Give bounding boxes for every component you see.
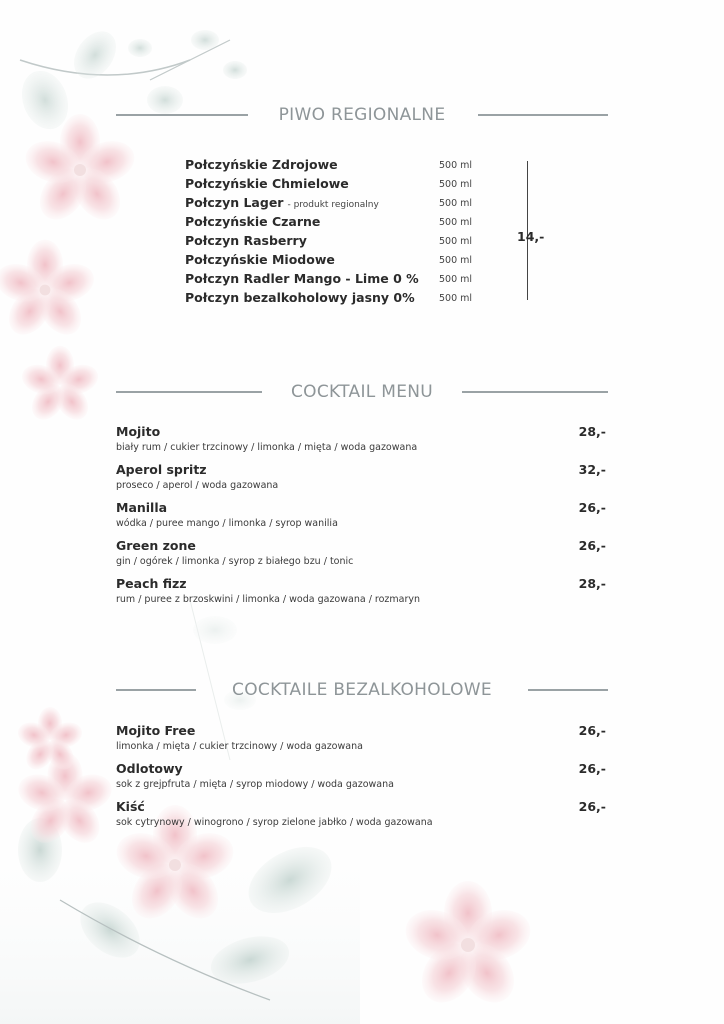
nonalcoholic-item: [116, 761, 608, 795]
drink-price: 26,-: [578, 761, 606, 776]
nonalcoholic-item: [116, 799, 608, 833]
drink-name: Odlotowy: [116, 761, 183, 776]
beer-volume: 500 ml: [439, 236, 473, 247]
beer-name: Połczyn Lager - produkt regionalny: [185, 195, 379, 210]
beer-item: [185, 288, 485, 307]
beer-name: Połczyńskie Miodowe: [185, 252, 335, 267]
nonalcoholic-item: [116, 723, 608, 757]
beer-item: [185, 155, 485, 174]
beer-volume: 500 ml: [439, 179, 473, 190]
drink-price: 28,-: [578, 424, 606, 439]
beer-note: - produkt regionalny: [287, 200, 379, 210]
beer-item: [185, 250, 485, 269]
drink-description: gin / ogórek / limonka / syrop z białego bzu / tonic: [116, 556, 354, 567]
beer-name: Połczyn Rasberry: [185, 233, 307, 248]
drink-price: 26,-: [578, 723, 606, 738]
cocktail-item: [116, 538, 608, 572]
beer-item: [185, 269, 485, 288]
drink-description: proseco / aperol / woda gazowana: [116, 480, 279, 491]
rule-right: [462, 391, 608, 393]
drink-price: 26,-: [578, 500, 606, 515]
beer-name: Połczyńskie Zdrojowe: [185, 157, 338, 172]
drink-description: sok cytrynowy / winogrono / syrop zielone jabłko / woda gazowana: [116, 817, 433, 828]
drink-name: Manilla: [116, 500, 168, 515]
beer-volume: 500 ml: [439, 217, 473, 228]
beer-volume: 500 ml: [439, 160, 473, 171]
cocktail-item: [116, 424, 608, 458]
drink-name: Green zone: [116, 538, 196, 553]
rule-right: [528, 689, 608, 691]
drink-name: Mojito: [116, 424, 161, 439]
cocktail-item: [116, 500, 608, 534]
drink-name: Kiść: [116, 799, 145, 814]
beer-name: Połczyńskie Czarne: [185, 214, 321, 229]
beer-item: [185, 212, 485, 231]
rule-right: [478, 114, 608, 116]
drink-price: 26,-: [578, 538, 606, 553]
section-header-bezalkoholowe: [116, 678, 608, 702]
drink-description: rum / puree z brzoskwini / limonka / woda gazowana / rozmaryn: [116, 594, 421, 605]
drink-name: Aperol spritz: [116, 462, 207, 477]
drink-description: wódka / puree mango / limonka / syrop wanilia: [116, 518, 338, 529]
beer-volume: 500 ml: [439, 255, 473, 266]
section-title: COCKTAILE BEZALKOHOLOWE: [232, 680, 492, 700]
cocktail-item: [116, 462, 608, 496]
drink-price: 26,-: [578, 799, 606, 814]
beer-volume: 500 ml: [439, 293, 473, 304]
drink-name: Mojito Free: [116, 723, 196, 738]
drink-price: 28,-: [578, 576, 606, 591]
beer-price: 14,-: [517, 229, 545, 244]
drink-name: Peach fizz: [116, 576, 187, 591]
beer-volume: 500 ml: [439, 274, 473, 285]
beer-volume: 500 ml: [439, 198, 473, 209]
bottom-right-flower: [399, 881, 537, 1013]
beer-list: [185, 155, 485, 307]
drink-description: sok z grejpfruta / mięta / syrop miodowy / woda gazowana: [116, 779, 394, 790]
beer-name: Połczyńskie Chmielowe: [185, 176, 349, 191]
beer-item: [185, 193, 485, 212]
section-header-piwo: [116, 103, 608, 127]
drink-price: 32,-: [578, 462, 606, 477]
drink-description: limonka / mięta / cukier trzcinowy / woda gazowana: [116, 741, 363, 752]
drink-description: biały rum / cukier trzcinowy / limonka / mięta / woda gazowana: [116, 442, 418, 453]
section-title: PIWO REGIONALNE: [278, 105, 446, 125]
beer-item: [185, 231, 485, 250]
beer-item: [185, 174, 485, 193]
section-header-cocktail: [116, 380, 608, 404]
cocktail-item: [116, 576, 608, 610]
beer-name: Połczyn Radler Mango - Lime 0 %: [185, 271, 419, 286]
section-title: COCKTAIL MENU: [291, 382, 433, 402]
beer-name: Połczyn bezalkoholowy jasny 0%: [185, 290, 415, 305]
